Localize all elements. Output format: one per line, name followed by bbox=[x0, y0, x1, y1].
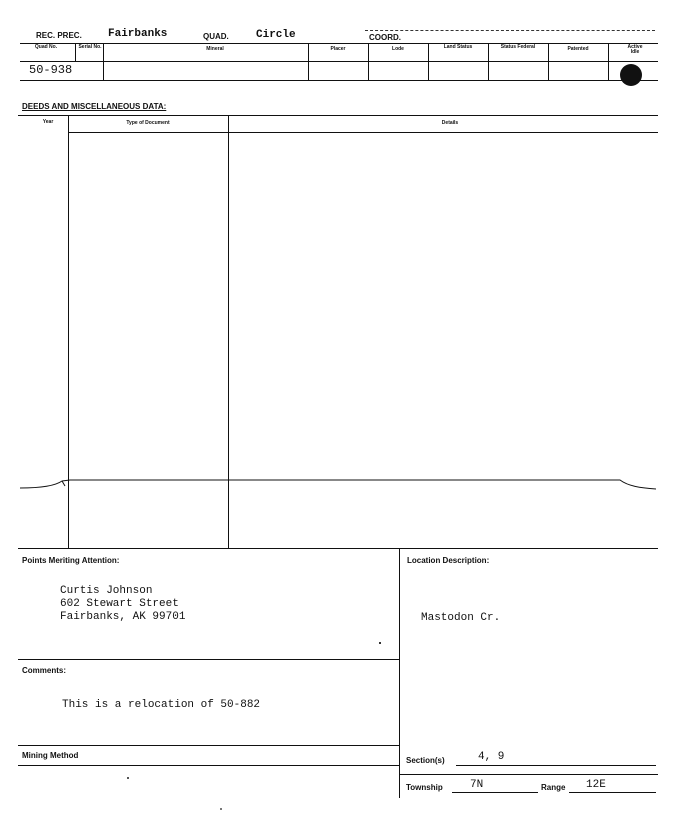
comments-value: This is a relocation of 50-882 bbox=[62, 699, 261, 711]
col-header-year: Year bbox=[42, 119, 54, 125]
coord-line bbox=[365, 30, 655, 31]
col-header-placer: Placer bbox=[330, 46, 346, 52]
township-underline bbox=[452, 792, 538, 793]
claim-table-bottom bbox=[20, 80, 658, 81]
col-header-active-idle: Active Idle bbox=[627, 44, 643, 55]
col-header-quad-no: Quad No. bbox=[34, 44, 58, 50]
claim-col-divider-2 bbox=[103, 43, 104, 80]
col-header-type-of-document: Type of Document bbox=[126, 120, 170, 126]
col-header-mineral: Mineral bbox=[206, 46, 224, 52]
range-underline bbox=[569, 792, 656, 793]
rec-prec-label: REC. PREC. bbox=[36, 31, 82, 40]
points-address bbox=[60, 585, 185, 624]
col-header-status-federal: Status Federal bbox=[500, 44, 536, 50]
quad-value: Circle bbox=[256, 29, 296, 41]
mining-method-label: Mining Method bbox=[22, 751, 79, 760]
claim-col-divider-7 bbox=[548, 43, 549, 80]
rec-prec-value: Fairbanks bbox=[108, 28, 168, 40]
col-header-serial-no: Serial No. bbox=[78, 44, 102, 50]
section-label: Section(s) bbox=[406, 756, 445, 765]
claim-table-header-bottom bbox=[20, 61, 658, 62]
township-label: Township bbox=[406, 783, 443, 792]
lower-vertical-divider bbox=[399, 548, 400, 798]
range-label: Range bbox=[541, 783, 566, 792]
hole-punch-mark bbox=[620, 64, 642, 86]
quad-label: QUAD. bbox=[203, 32, 229, 41]
address-line-name: Curtis Johnson bbox=[60, 585, 153, 597]
deeds-header-bottom bbox=[68, 132, 658, 133]
claim-col-divider-3 bbox=[308, 43, 309, 80]
mining-method-bottom-line bbox=[18, 765, 399, 766]
col-header-patented: Patented bbox=[567, 46, 589, 52]
range-value: 12E bbox=[586, 779, 606, 791]
speck-mark bbox=[379, 642, 381, 644]
col-header-details: Details bbox=[441, 120, 459, 126]
claim-col-divider-8 bbox=[608, 43, 609, 80]
claim-table-top bbox=[20, 43, 658, 44]
township-value: 7N bbox=[470, 779, 484, 791]
points-meriting-label: Points Meriting Attention: bbox=[22, 556, 120, 565]
claim-col-divider-4 bbox=[368, 43, 369, 80]
page-fold-line bbox=[0, 472, 678, 496]
location-description-value: Mastodon Cr. bbox=[421, 612, 501, 624]
section-underline bbox=[456, 765, 656, 766]
location-description-label: Location Description: bbox=[407, 556, 490, 565]
claim-col-divider-1 bbox=[75, 43, 76, 61]
township-top-line bbox=[399, 774, 658, 775]
col-header-land-status: Land Status bbox=[443, 44, 473, 50]
section-value: 4, 9 bbox=[478, 751, 505, 763]
address-line-street: 602 Stewart Street bbox=[60, 598, 179, 610]
deeds-table-top bbox=[18, 115, 658, 116]
quad-no-value: 50-938 bbox=[29, 63, 73, 77]
claim-col-divider-6 bbox=[488, 43, 489, 80]
speck-mark bbox=[220, 808, 222, 810]
comments-label: Comments: bbox=[22, 666, 67, 675]
comments-top-line bbox=[18, 659, 399, 660]
speck-mark bbox=[127, 777, 129, 779]
claim-col-divider-5 bbox=[428, 43, 429, 80]
lower-section-top bbox=[18, 548, 658, 549]
coord-label: COORD. bbox=[369, 33, 401, 42]
col-header-lode: Lode bbox=[392, 46, 404, 52]
mining-method-top-line bbox=[18, 745, 399, 746]
address-line-city: Fairbanks, AK 99701 bbox=[60, 611, 186, 623]
deeds-section-title: DEEDS AND MISCELLANEOUS DATA: bbox=[22, 102, 167, 111]
